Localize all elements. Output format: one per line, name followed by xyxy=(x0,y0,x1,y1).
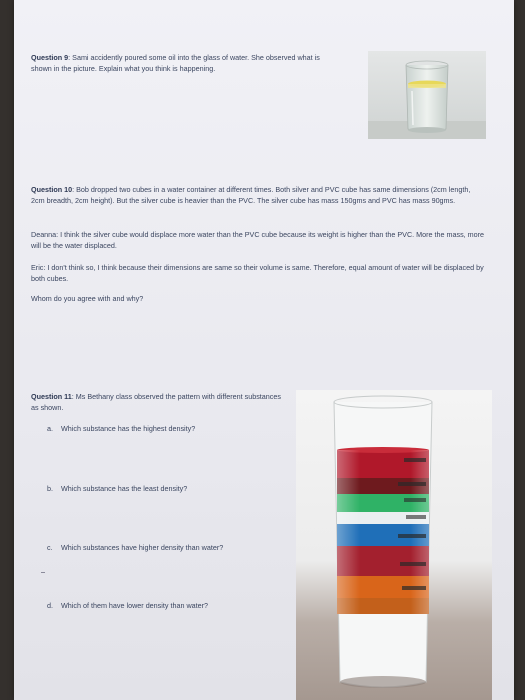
question-10 xyxy=(31,184,481,206)
question-10-label: Question 10 xyxy=(31,185,73,194)
item-letter: a. xyxy=(47,424,53,433)
worksheet-page xyxy=(14,0,514,700)
item-letter: d. xyxy=(47,601,53,610)
density-column-photo xyxy=(296,390,492,700)
item-letter: b. xyxy=(47,484,53,493)
agree-question: Whom do you agree with and why? xyxy=(31,294,144,303)
oil-water-glass-photo xyxy=(368,51,486,139)
question-11b xyxy=(47,484,187,493)
question-9-text: : Sami accidently poured some oil into the glass of water. She observed what is shown in the picture. Explain what you think is happening. xyxy=(31,53,320,73)
question-9 xyxy=(31,52,331,74)
item-text: Which of them have lower density than water? xyxy=(61,601,209,610)
item-text: Which substance has the highest density? xyxy=(61,424,196,433)
question-11-text: : Ms Bethany class observed the pattern with different substances as shown. xyxy=(31,392,281,412)
eric-statement: Eric: I don't think so, I think because their dimensions are same so their volume is same. Therefore, equal amount of water will be displaced by both cubes. xyxy=(31,263,484,283)
item-text: Which substance has the least density? xyxy=(61,484,188,493)
question-11d xyxy=(47,601,208,610)
item-letter: c. xyxy=(47,543,53,552)
question-11 xyxy=(31,391,281,413)
question-11a xyxy=(47,424,195,433)
question-11c xyxy=(47,543,223,552)
item-text: Which substances have higher density than water? xyxy=(61,543,224,552)
stray-mark xyxy=(41,572,45,573)
question-11-label: Question 11 xyxy=(31,392,72,401)
question-9-label: Question 9 xyxy=(31,53,69,62)
deanna-statement: Deanna: I think the silver cube would displace more water than the PVC cube because its weight is higher than the PVC. More the mass, more will be the water displaced. xyxy=(31,230,485,250)
question-10-text: : Bob dropped two cubes in a water container at different times. Both silver and PVC cube has same dimensions (2cm length, 2cm breadth, 2cm height). But the silver cube is heavier than the PVC. The silver cube has mass 150gms and PVC has mass 90gms. xyxy=(31,185,471,205)
